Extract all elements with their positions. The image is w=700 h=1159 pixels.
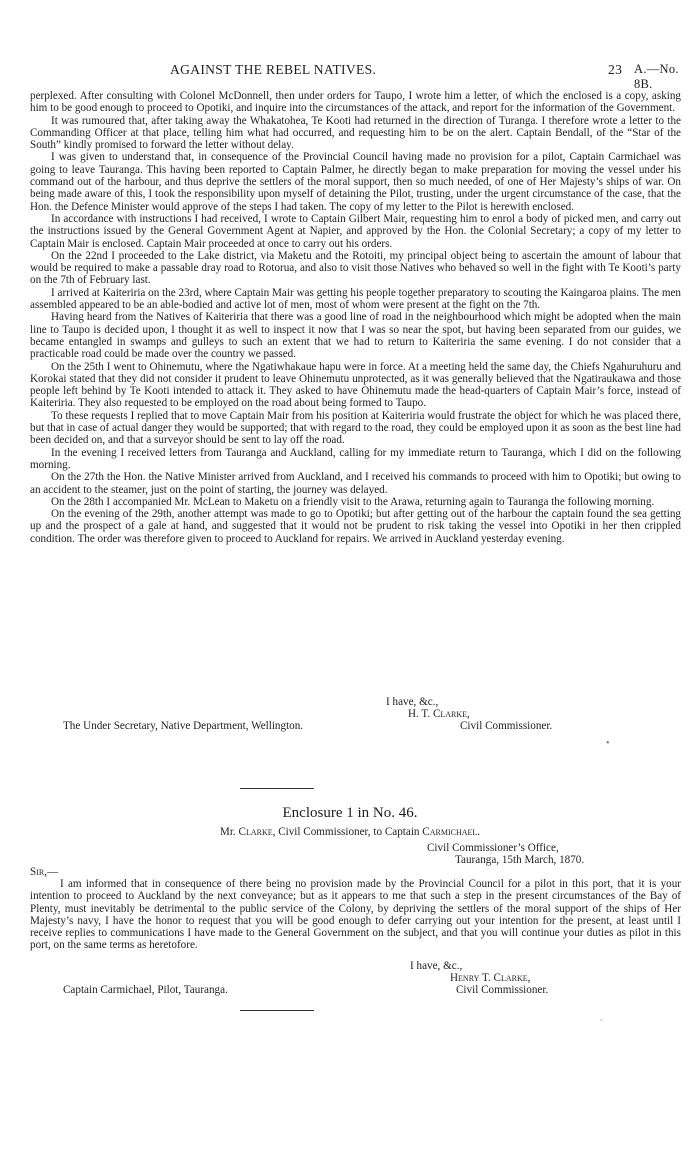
paragraph: It was rumoured that, after taking away the Whakatohea, Te Kooti had returned in the direction of Turanga. I therefore wrote a letter to the Commanding Officer at that place, telling him what had occurred, and requesting him to be on the alert. Captain Bendall, of the “Star of the South” kindly promised to forward the letter without delay. bbox=[30, 114, 681, 152]
paragraph: To these requests I replied that to move Captain Mair from his position at Kaiteriria would frustrate the object for which he was placed there, but that in case of actual danger they would be supported; that with regard to the road, they could be employed upon it as soon as the best line had been decided on, and that a surveyor should be sent to lay off the road. bbox=[30, 409, 681, 447]
subtitle-middle: , Civil Commissioner, to Captain bbox=[272, 826, 420, 838]
page-header bbox=[30, 62, 690, 91]
running-title: AGAINST THE REBEL NATIVES. bbox=[170, 62, 377, 77]
enclosure-subtitle bbox=[0, 826, 700, 838]
page-speck: ˜ bbox=[600, 1018, 603, 1027]
subtitle-from: Clarke bbox=[238, 826, 273, 838]
subtitle-end: . bbox=[477, 826, 481, 838]
page-number: 23 bbox=[608, 62, 623, 77]
signatory-title: Civil Commissioner. bbox=[460, 720, 553, 732]
closing-divider bbox=[240, 1010, 314, 1011]
closing: I have, &c., bbox=[386, 696, 439, 708]
paragraph: On the 25th I went to Ohinemutu, where the Ngatiwhakaue hapu were in force. At a meeting held the same day, the Chiefs Ngahuruhuru and Korokai stated that they did not consider it prudent to leave Ohinemutu unprotected, as it was generally believed that the Ngatiraukawa and those people left behind by Te Kooti intended to attack it. They asked to have Ohinemutu made the head-quarters of Captain Mair’s force, instead of Kaiteriria. They also requested to be employed on the road about being formed to Taupo. bbox=[30, 360, 681, 410]
paragraph: On the 22nd I proceeded to the Lake district, via Maketu and the Rotoiti, my principal object being to ascertain the amount of labour that would be required to make a passable dray road to Rotorua, and also to visit those Natives who behaved so well in the fight with Te Kooti’s party on the 7th of February last. bbox=[30, 249, 681, 287]
signature: H. T. Clarke, bbox=[408, 708, 470, 720]
document-reference: A.—No. 8B. bbox=[634, 62, 679, 91]
paragraph: On the 28th I accompanied Mr. McLean to Maketu on a friendly visit to the Arawa, returning again to Tauranga the following morning. bbox=[51, 495, 655, 508]
paragraph: I arrived at Kaiteriria on the 23rd, where Captain Mair was getting his people together preparatory to scouting the Kaingaroa plains. The men assembled appeared to be an able-bodied and active lot of men, most of whom were present at the fight on the 7th. bbox=[30, 286, 681, 312]
closing: I have, &c., bbox=[410, 960, 463, 972]
addressee: The Under Secretary, Native Department, Wellington. bbox=[63, 720, 304, 732]
paragraph: I was given to understand that, in consequence of the Provincial Council having made no provision for a pilot, Captain Carmichael was going to leave Tauranga. This having been reported to Captain Palmer, he directly began to make preparation for moving the vessel under his command out of the harbour, and thus deprive the settlers of the moral support, then so much needed, of one of Her Majesty’s ships of war. On being made aware of this, I took the responsibility upon myself of detaining the Pilot, trusting, under the urgent circumstance of the case, that the Hon. the Defence Minister would approve of the steps I had taken. The copy of my letter to the Pilot is herewith enclosed. bbox=[30, 151, 681, 213]
office-address: Civil Commissioner’s Office, bbox=[427, 842, 559, 854]
subtitle-prefix: Mr. bbox=[219, 826, 236, 838]
page-speck: • bbox=[606, 738, 610, 749]
main-letter-body bbox=[30, 90, 681, 545]
addressee: Captain Carmichael, Pilot, Tauranga. bbox=[63, 984, 228, 996]
paragraph: Having heard from the Natives of Kaiteriria that there was a good line of road in the neighbourhood which might be adopted when the main line to Taupo is decided upon, I thought it as well to inspect it now that I was so near the spot, but having been separated from our guides, we became entangled in swamps and gulleys to such an extent that we had to return to Kaiteriria the same evening. I do not consider that a practicable road could be made over the country we passed. bbox=[30, 311, 681, 361]
place-date: Tauranga, 15th March, 1870. bbox=[455, 854, 585, 866]
paragraph: In accordance with instructions I had received, I wrote to Captain Gilbert Mair, requesting him to enrol a body of picked men, and carry out the instructions issued by the General Government Agent at Napier, and approved by the Hon. the Colonial Secretary; a copy of my letter to Captain Mair is enclosed. Captain Mair proceeded at once to carry out his orders. bbox=[30, 212, 681, 250]
paragraph: On the evening of the 29th, another attempt was made to go to Opotiki; but after getting out of the harbour the captain found the sea getting up and the prospect of a gale at hand, and suggested that it would not be prudent to risk taking the vessel into Opotiki in her then crippled condition. The order was therefore given to proceed to Auckland for repairs. We arrived in Auckland yesterday evening. bbox=[30, 508, 681, 545]
enclosure-heading: Enclosure 1 in No. 46. bbox=[282, 805, 418, 821]
paragraph: I am informed that in consequence of there being no provision made by the Provincial Council for a pilot in this port, that it is your intention to proceed to Auckland by the next conveyance; but as it appears to me that such a step in the present circumstances of the Bay of Plenty, must inevitably be detrimental to the public service of the Colony, by depriving the settlers of the moral support of the ships of Her Majesty’s navy, I have the honor to request that you will be good enough to defer carrying out your intention for the present, at least until I receive replies to communications I have made to the General Government on the subject, and that you will continue your duties as pilot in this port, on the same terms as heretofore. bbox=[30, 878, 681, 952]
subtitle-to: Carmichael bbox=[422, 826, 478, 838]
paragraph: perplexed. After consulting with Colonel McDonnell, then under orders for Taupo, I wrote him a letter, of which the enclosed is a copy, asking him to be good enough to proceed to Opotiki, and inquire into the circumstances of the attack, and report for the information of the Government. bbox=[30, 90, 681, 115]
paragraph: In the evening I received letters from Tauranga and Auckland, calling for my immediate return to Tauranga, which I did on the following morning. bbox=[30, 446, 681, 471]
salutation: Sir,— bbox=[30, 866, 59, 878]
section-divider bbox=[240, 788, 314, 789]
signature: Henry T. Clarke, bbox=[450, 972, 531, 984]
signatory-title: Civil Commissioner. bbox=[456, 984, 549, 996]
paragraph: On the 27th the Hon. the Native Minister arrived from Auckland, and I received his commands to proceed with him to Opotiki; but owing to an accident to the steamer, just on the point of starting, the journey was delayed. bbox=[30, 471, 681, 496]
enclosure-letter-body bbox=[30, 878, 681, 952]
